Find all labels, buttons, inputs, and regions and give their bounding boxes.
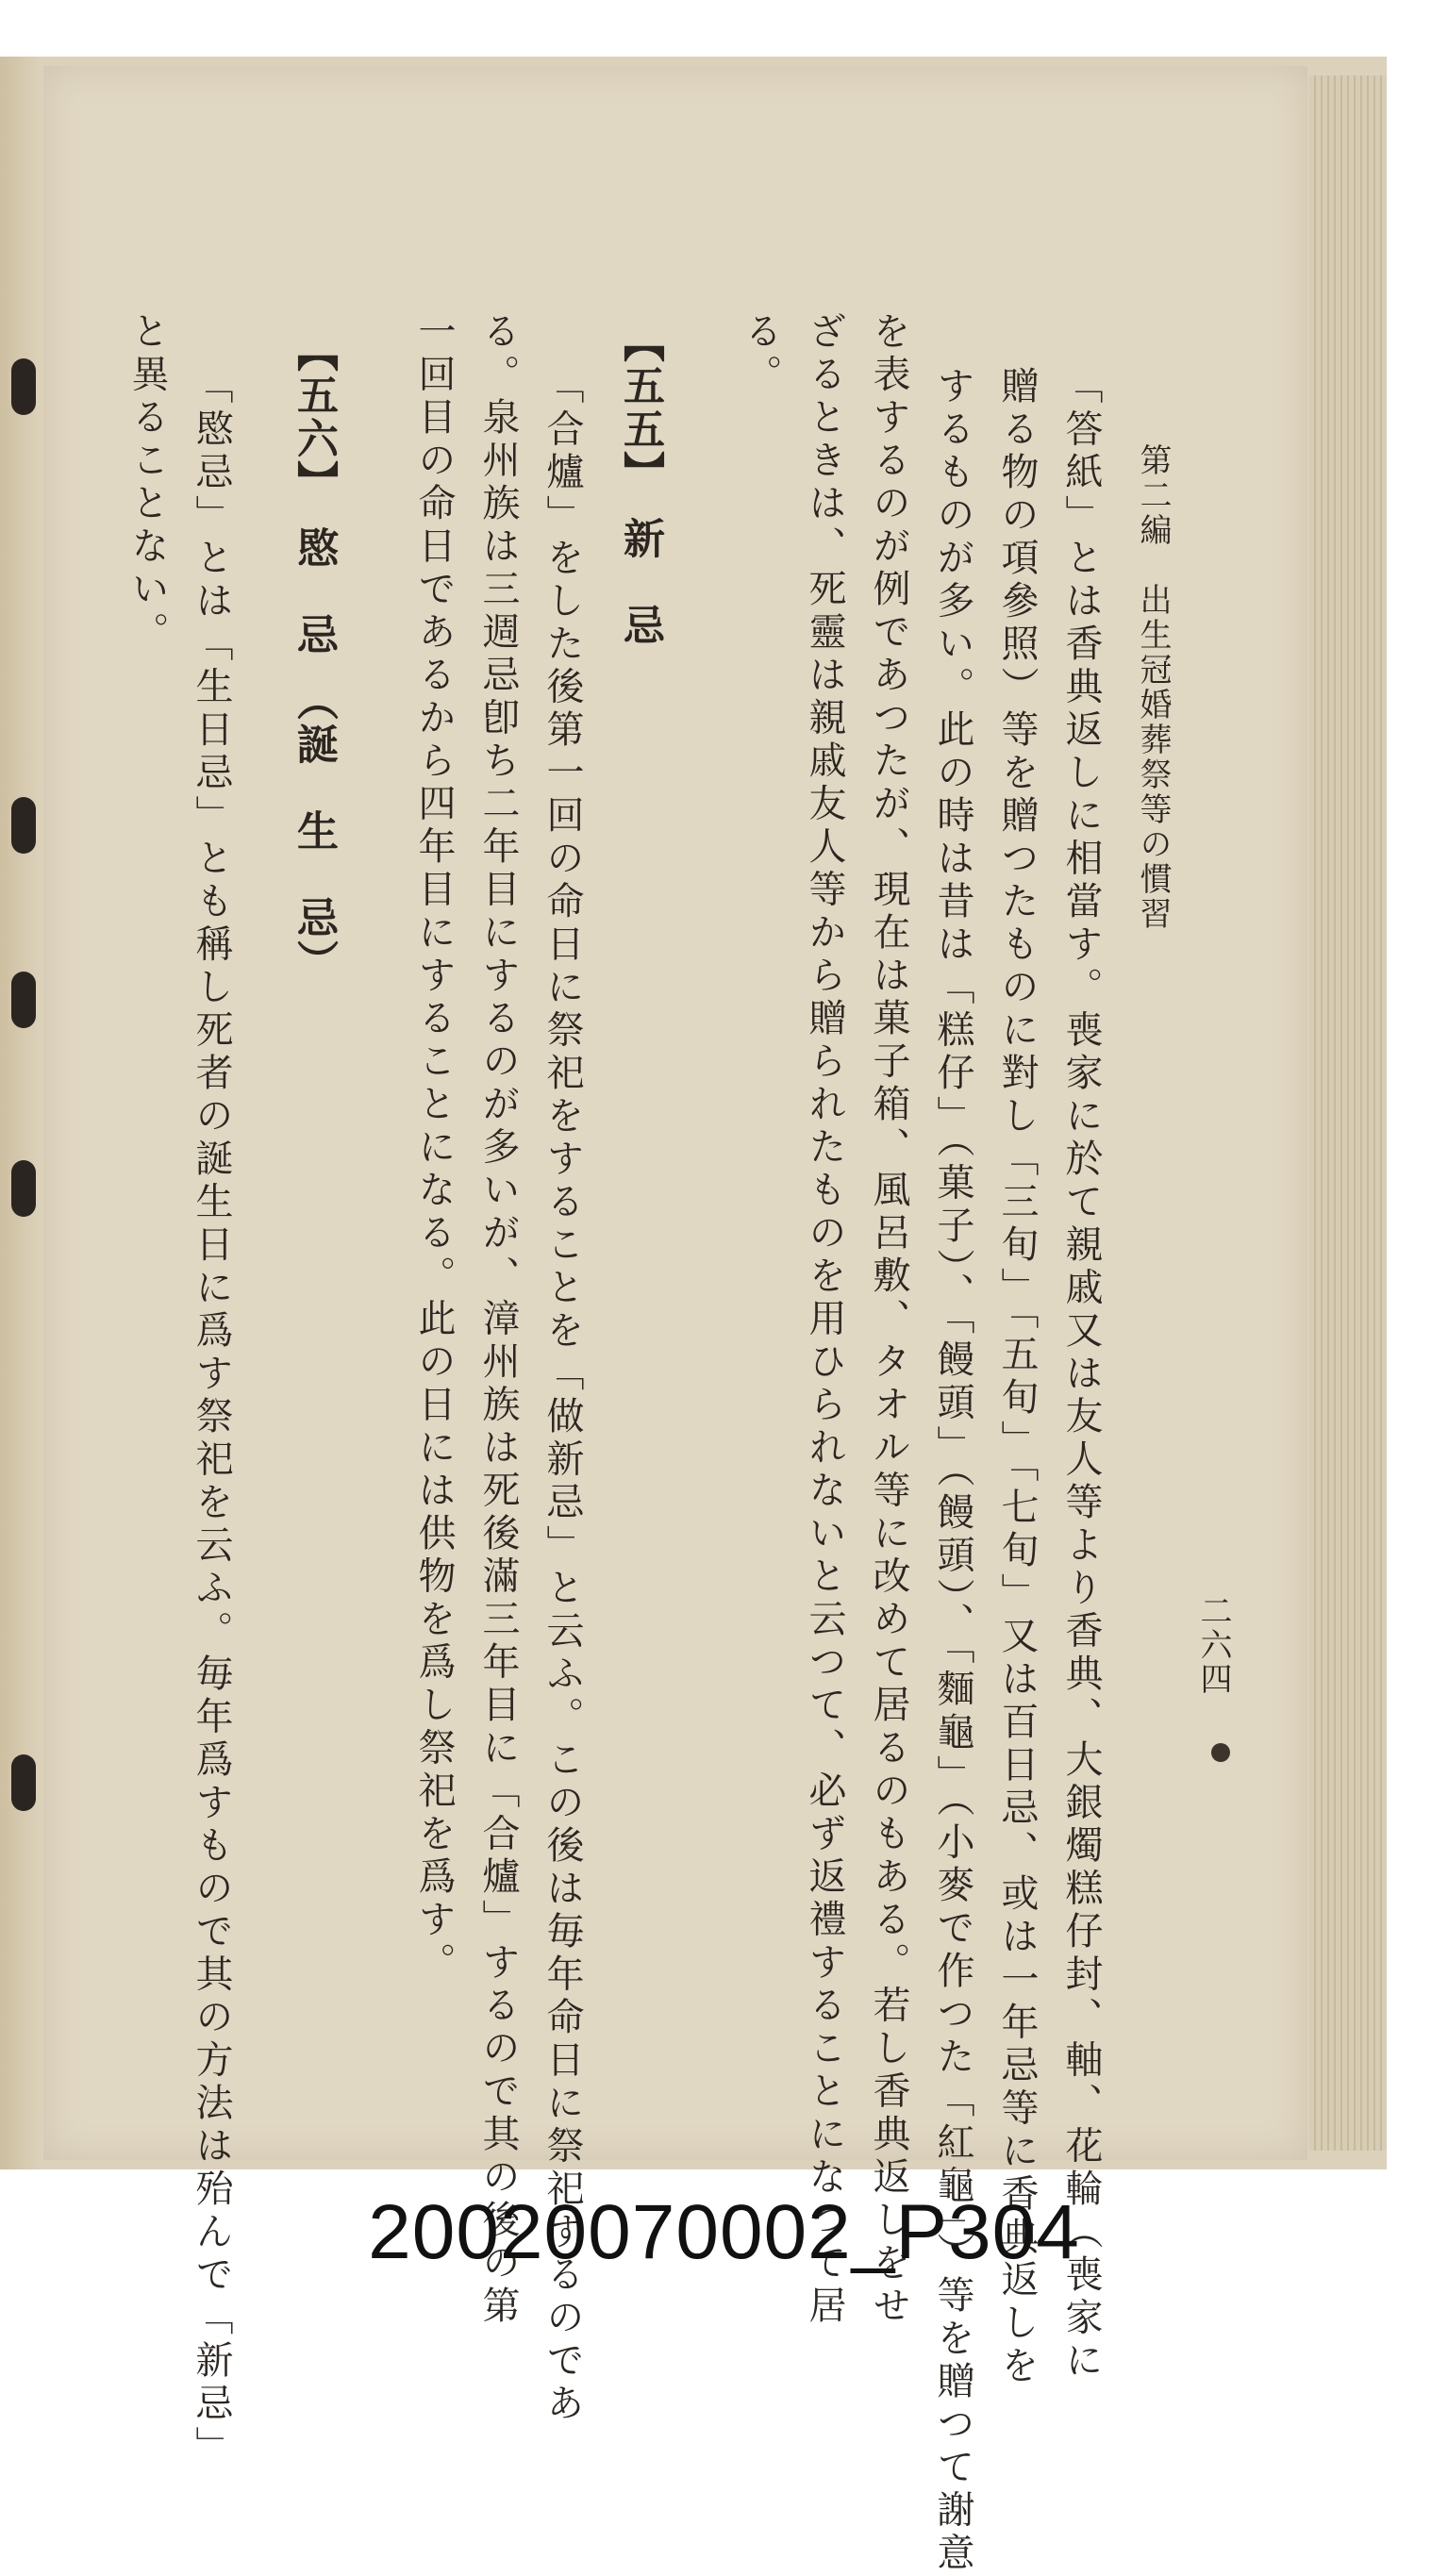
page-number: 二六四 (1194, 1594, 1232, 1696)
running-header: 第二編 出生冠婚葬祭等の慣習 (1134, 443, 1172, 932)
binding-hole (11, 797, 36, 854)
section-heading-55: 【五五】 新 忌 (616, 321, 664, 647)
text-column: 「愍忌」とは「生日忌」とも稱し死者の誕生日に爲す祭祀を云ふ。毎年爲すもので其の方法は殆んで「新忌」 (190, 366, 233, 2469)
text-column: る。 (739, 311, 782, 397)
bullet-mark (1211, 1743, 1230, 1762)
binding-hole (11, 1754, 36, 1811)
page-edges (1309, 75, 1387, 2151)
text-column: を表するのが例であつたが、現在は菓子箱、風呂敷、タオル等に改めて居るのもある。若し香典返しをせ (867, 311, 910, 2329)
book-page (43, 66, 1307, 2160)
text-column: と異ることない。 (125, 311, 169, 655)
section-heading-56: 【五六】 愍 忌 （誕 生 忌） (290, 330, 338, 983)
text-column: ざるときは、死靈は親戚友人等から贈られたものを用ひられないと云つて、必ず返禮することになつて居 (803, 311, 846, 2329)
text-column: するものが多い。此の時は昔は「糕仔」（菓子）、「饅頭」（饅頭）、「麵龜」（小麥で作つた「紅龜」）等を贈つて謝意 (931, 366, 974, 2576)
text-column: る。泉州族は三週忌卽ち二年目にするのが多いが、漳州族は死後滿三年目に「合爐」するので其の後の第 (476, 311, 520, 2329)
text-column: 「合爐」をした後第一回の命日に祭祀をすることを「做新忌」と云ふ。この後は毎年命日に祭祀するのであ (541, 366, 584, 2426)
image-caption: 20020070002_P304 (368, 2189, 1080, 2275)
text-column: 「答紙」とは香典返しに相當す。喪家に於て親戚又は友人等より香典、大銀燭糕仔封、軸、花輪（喪家に (1059, 366, 1103, 2384)
text-column: 一回目の命日であるから四年目にすることになる。此の日には供物を爲し祭祀を爲す。 (412, 311, 456, 1986)
binding-hole (11, 358, 36, 415)
binding-hole (11, 1160, 36, 1217)
binding-hole (11, 972, 36, 1028)
text-column: 贈る物の項參照）等を贈つたものに對し「三旬」「五旬」「七旬」又は百日忌、或は一年忌等に香典返しを (995, 366, 1039, 2388)
